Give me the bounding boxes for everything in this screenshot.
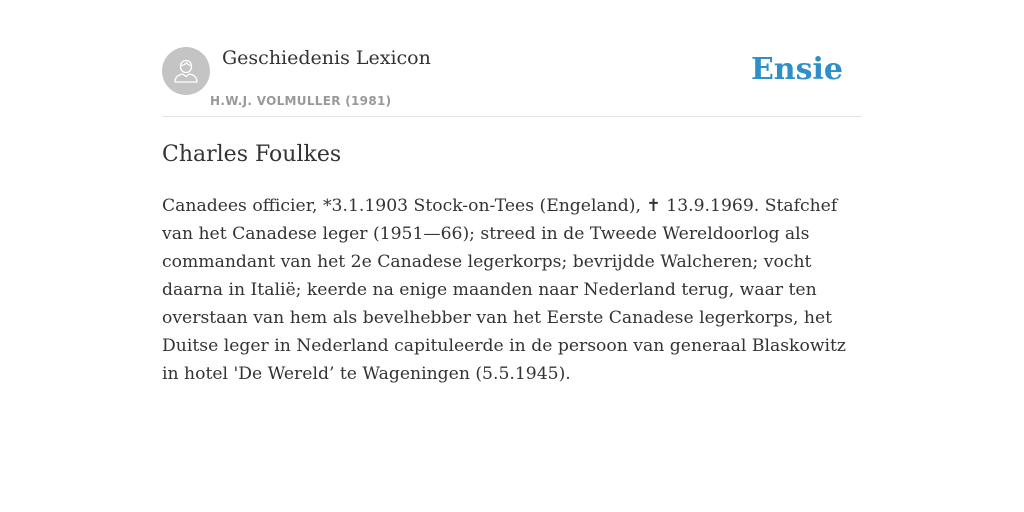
brand-logo[interactable]: Ensie — [750, 52, 843, 87]
source-title[interactable]: Geschiedenis Lexicon — [222, 47, 431, 69]
source-author[interactable]: H.W.J. VOLMULLER (1981) — [210, 94, 392, 108]
entry-body: Canadees officier, *3.1.1903 Stock-on-Tees (Engeland), ✝ 13.9.1969. Stafchef van het Canadese leger (1951—66); streed in de Tweede Wereldoorlog als commandant van het 2e Canadese legerkorps; bevrijdde Walcheren; vocht daarna in Italië; keerde na enige maanden naar Nederland terug, waar ten overstaan van hem als bevelhebber van het Eerste Canadese legerkorps, het Duitse leger in Nederland capituleerde in de persoon van generaal Blaskowitz in hotel 'De Wereld’ te Wageningen (5.5.1945). — [162, 196, 846, 384]
source-header — [162, 46, 862, 117]
entry-title: Charles Foulkes — [162, 142, 342, 167]
user-silhouette-icon — [171, 56, 201, 86]
avatar[interactable] — [162, 47, 210, 95]
